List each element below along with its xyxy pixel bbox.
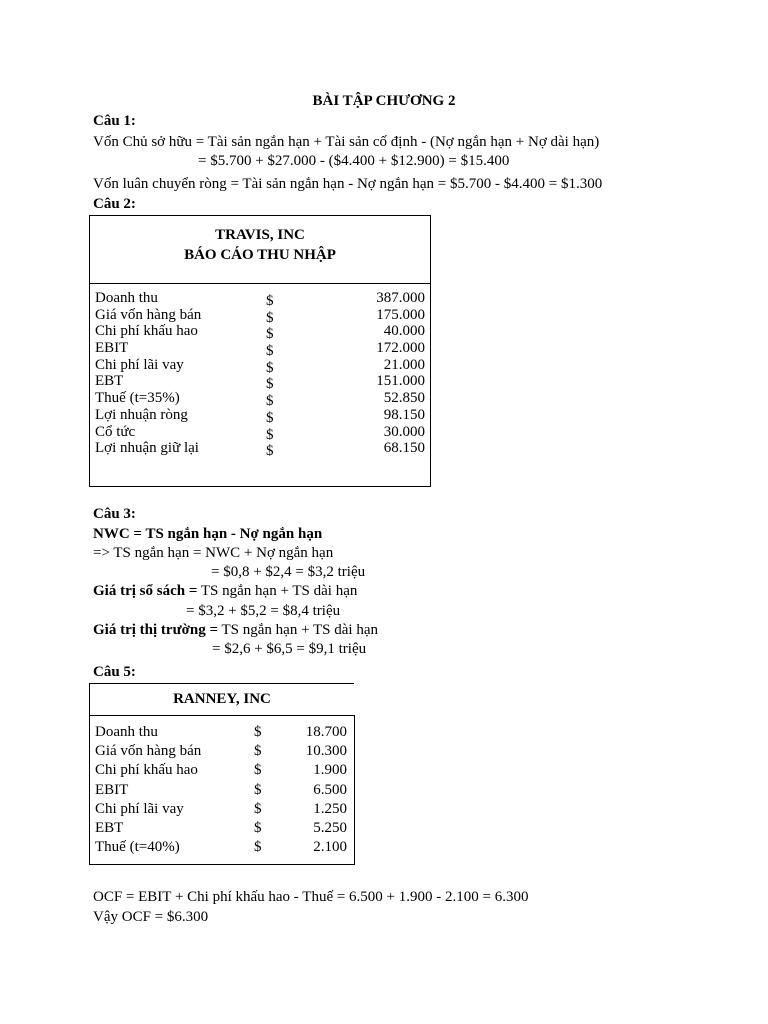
- row-label: Thuế (t=35%): [95, 390, 180, 407]
- row-value: 387.000: [376, 290, 425, 306]
- cau5-ocf-result: Vậy OCF = $6.300: [93, 909, 209, 925]
- row-value: 6.500: [313, 781, 347, 798]
- cau1-equity-value: = $5.700 + $27.000 - ($4.400 + $12.900) = $15.400: [198, 153, 510, 169]
- ranney-company-name: RANNEY, INC: [173, 691, 271, 707]
- cau3-market-line: [93, 621, 378, 640]
- ranney-rows: [95, 723, 347, 857]
- row-currency: $: [254, 724, 262, 740]
- travis-report-title: BÁO CÁO THU NHẬP: [184, 247, 336, 263]
- table-row: [95, 781, 347, 800]
- row-currency: $: [266, 393, 274, 410]
- row-currency: $: [266, 376, 274, 393]
- cau1-equity-formula: Vốn Chủ sở hữu = Tài sản ngắn hạn + Tài sản cố định - (Nợ ngắn hạn + Nợ dài hạn): [93, 134, 600, 150]
- row-currency: $: [266, 359, 274, 376]
- table-row: [95, 424, 425, 441]
- row-label: EBIT: [95, 781, 129, 798]
- row-currency: $: [254, 781, 262, 798]
- table-row: [95, 723, 347, 742]
- travis-header: [90, 216, 430, 284]
- row-value: 18.700: [305, 724, 347, 740]
- row-currency: $: [266, 443, 274, 460]
- cau3-nwc-formula: NWC = TS ngắn hạn - Nợ ngắn hạn: [93, 526, 323, 542]
- document-title: BÀI TẬP CHƯƠNG 2: [312, 93, 456, 109]
- row-currency: $: [254, 762, 262, 779]
- table-row: [95, 357, 425, 374]
- table-row: [95, 373, 425, 393]
- row-currency: $: [254, 800, 262, 817]
- cau3-market-formula: TS ngắn hạn + TS dài hạn: [218, 622, 378, 638]
- row-label: Doanh thu: [95, 724, 158, 740]
- row-label: Giá vốn hàng bán: [95, 743, 202, 760]
- cau3-book-value: = $3,2 + $5,2 = $8,4 triệu: [186, 603, 341, 619]
- row-value: 98.150: [383, 406, 425, 423]
- row-value: 1.250: [313, 800, 347, 817]
- cau5-label: Câu 5:: [93, 664, 136, 680]
- cau1-nwc-formula: Vốn luân chuyển ròng = Tài sản ngắn hạn - Nợ ngắn hạn = $5.700 - $4.400 = $1.300: [93, 176, 603, 192]
- table-row: [95, 307, 425, 324]
- ranney-header: [89, 683, 354, 715]
- row-label: Chi phí khấu hao: [95, 323, 198, 340]
- row-value: 21.000: [383, 356, 425, 373]
- row-value: 5.250: [313, 819, 347, 836]
- row-currency: $: [254, 743, 262, 760]
- table-row: [95, 290, 425, 307]
- cau2-label: Câu 2:: [93, 196, 136, 212]
- travis-income-statement: [89, 215, 431, 487]
- table-row: [95, 390, 425, 410]
- travis-rows: [95, 290, 425, 460]
- row-value: 10.300: [305, 743, 347, 760]
- row-currency: $: [266, 309, 274, 326]
- row-currency: $: [266, 326, 274, 343]
- row-label: EBT: [95, 819, 124, 836]
- table-row: [95, 838, 347, 857]
- row-label: Lợi nhuận ròng: [95, 406, 188, 423]
- cau3-ts-formula: => TS ngắn hạn = NWC + Nợ ngắn hạn: [93, 545, 334, 561]
- table-row: [95, 800, 347, 819]
- row-currency: $: [254, 839, 262, 856]
- row-value: 1.900: [313, 762, 347, 779]
- table-row: [95, 742, 347, 761]
- row-label: EBIT: [95, 340, 129, 357]
- row-value: 68.150: [383, 440, 425, 457]
- row-value: 52.850: [383, 390, 425, 407]
- table-row: [95, 323, 425, 343]
- row-value: 151.000: [376, 373, 425, 390]
- row-label: Chi phí lãi vay: [95, 356, 184, 373]
- row-label: Lợi nhuận giữ lại: [95, 440, 199, 457]
- cau3-market-label: Giá trị thị trường =: [93, 622, 219, 638]
- row-label: Chi phí lãi vay: [95, 800, 184, 817]
- row-currency: $: [266, 343, 274, 360]
- row-value: 175.000: [376, 306, 425, 323]
- table-row: [95, 340, 425, 360]
- cau1-label: Câu 1:: [93, 113, 136, 129]
- row-value: 30.000: [383, 423, 425, 440]
- cau3-book-formula: TS ngắn hạn + TS dài hạn: [197, 583, 358, 599]
- cau3-book-line: [93, 582, 357, 601]
- cau3-ts-value: = $0,8 + $2,4 = $3,2 triệu: [211, 564, 366, 580]
- row-currency: $: [266, 426, 274, 443]
- table-row: [95, 819, 347, 838]
- cau5-ocf-formula: OCF = EBIT + Chi phí khấu hao - Thuế = 6.500 + 1.900 - 2.100 = 6.300: [93, 889, 529, 905]
- row-label: Doanh thu: [95, 290, 158, 306]
- table-row: [95, 440, 425, 460]
- table-row: [95, 407, 425, 424]
- row-value: 2.100: [313, 839, 347, 856]
- travis-company-name: TRAVIS, INC: [215, 227, 305, 243]
- row-value: 172.000: [376, 340, 425, 357]
- row-value: 40.000: [383, 323, 425, 340]
- row-label: Cổ tức: [95, 423, 136, 440]
- row-label: EBT: [95, 373, 124, 390]
- row-label: Thuế (t=40%): [95, 839, 180, 856]
- cau3-market-value: = $2,6 + $6,5 = $9,1 triệu: [212, 641, 367, 657]
- row-currency: $: [266, 293, 274, 309]
- table-row: [95, 761, 347, 780]
- row-label: Chi phí khấu hao: [95, 762, 198, 779]
- cau3-label: Câu 3:: [93, 506, 136, 522]
- cau3-book-label: Giá trị sổ sách =: [93, 583, 198, 599]
- row-label: Giá vốn hàng bán: [95, 306, 202, 323]
- row-currency: $: [254, 819, 262, 836]
- ranney-income-statement: [89, 715, 355, 865]
- row-currency: $: [266, 409, 274, 426]
